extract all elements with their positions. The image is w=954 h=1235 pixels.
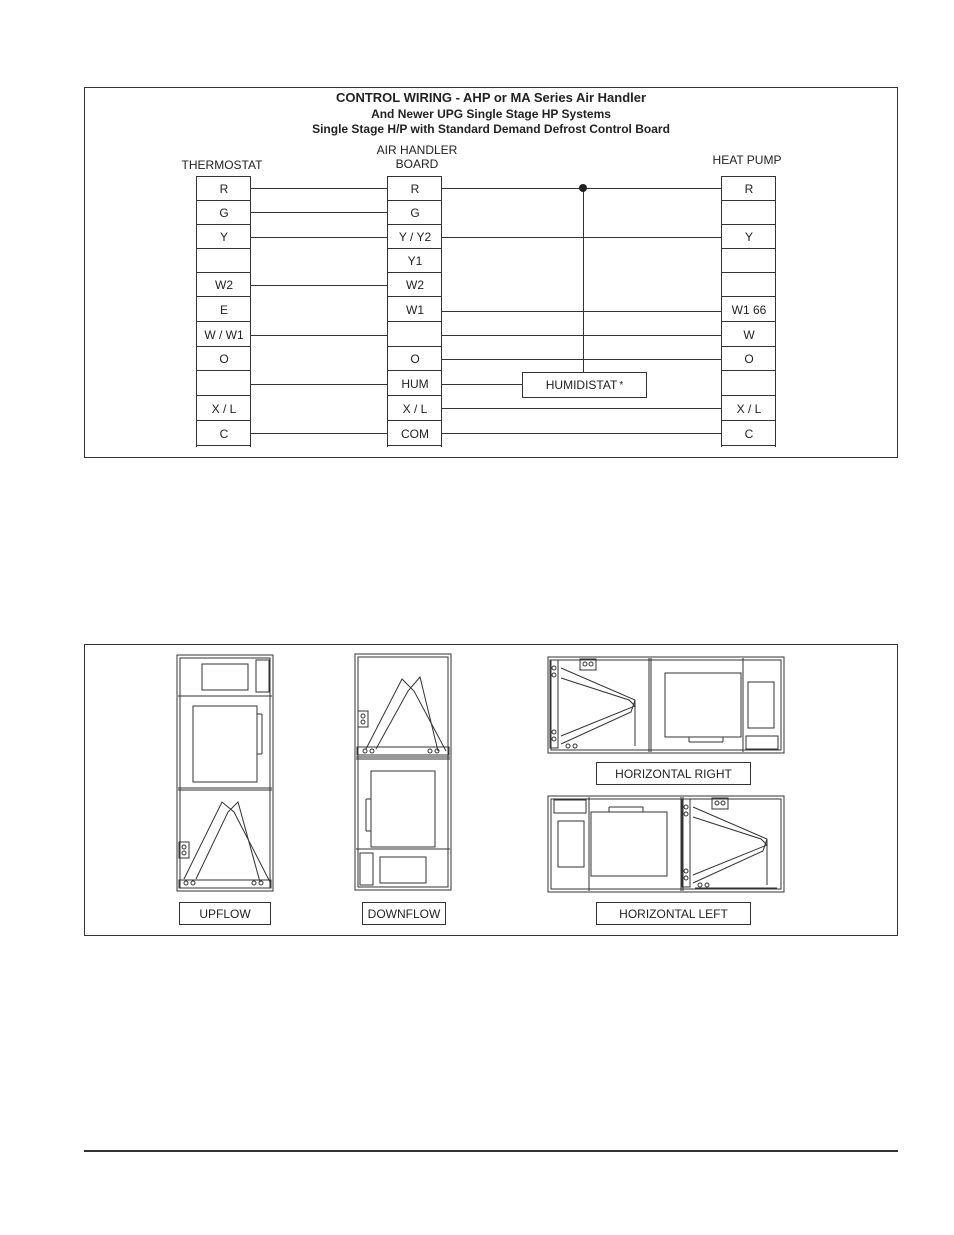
thermostat-terminal (197, 249, 251, 273)
thermostat-terminal: E (197, 298, 251, 322)
heat-pump-header: HEAT PUMP (712, 153, 782, 167)
thermostat-terminal: O (197, 347, 251, 371)
thermostat-terminal: X / L (197, 397, 251, 421)
heatpump-terminal: W1 66 (722, 298, 776, 322)
heat-pump-terminal-strip (721, 176, 776, 447)
board-terminal: R (388, 177, 442, 201)
footer-rule (84, 1150, 898, 1152)
thermostat-terminal: W / W1 (197, 323, 251, 347)
board-terminal: COM (388, 422, 442, 446)
wire-y-thermostat-board (251, 237, 388, 238)
wiring-subtitle-2: Single Stage H/P with Standard Demand Defrost Control Board (312, 122, 670, 136)
thermostat-terminal: G (197, 201, 251, 225)
downflow-unit-drawing (354, 653, 454, 893)
wire-w2-thermostat-board (251, 285, 388, 286)
wire-g-thermostat-board (251, 212, 388, 213)
heatpump-terminal: C (722, 422, 776, 446)
heatpump-terminal: X / L (722, 397, 776, 421)
wiring-subtitle-1: And Newer UPG Single Stage HP Systems (371, 107, 611, 121)
humidistat-label: HUMIDISTAT (545, 378, 618, 392)
thermostat-terminal: Y (197, 225, 251, 249)
thermostat-terminal: C (197, 422, 251, 446)
upflow-unit-drawing (176, 654, 276, 894)
board-terminal: X / L (388, 397, 442, 421)
thermostat-terminal: R (197, 177, 251, 201)
wire-w1-board-heatpump (442, 311, 722, 312)
unit-orientations-panel (84, 644, 898, 936)
wire-com-board-heatpump (442, 433, 722, 434)
heatpump-terminal: O (722, 347, 776, 371)
wiring-title: CONTROL WIRING - AHP or MA Series Air Handler (335, 90, 647, 105)
air-handler-terminal-strip (387, 176, 442, 447)
wire-xl-board-heatpump (442, 408, 722, 409)
board-terminal: HUM (388, 372, 442, 396)
air-handler-header (357, 143, 477, 171)
horizontal-right-unit-drawing (547, 656, 787, 756)
junction-dot (579, 184, 587, 192)
thermostat-terminal-strip (196, 176, 251, 447)
air-handler-header-line-1: AIR HANDLER (376, 143, 458, 157)
heatpump-terminal: Y (722, 225, 776, 249)
control-wiring-diagram (84, 87, 898, 458)
board-terminal: Y1 (388, 249, 442, 273)
wire-y-board-heatpump (442, 237, 722, 238)
board-terminal: O (388, 347, 442, 371)
thermostat-terminal (197, 372, 251, 396)
air-handler-header-line-2: BOARD (395, 157, 439, 171)
humidistat-box (522, 372, 647, 398)
board-terminal: W1 (388, 298, 442, 322)
thermostat-header: THERMOSTAT (181, 158, 263, 172)
heatpump-terminal (722, 249, 776, 273)
horizontal-left-unit-drawing (547, 795, 787, 895)
wire-hum-humidistat (442, 384, 523, 385)
wire-o-board-heatpump (442, 359, 722, 360)
wire-r-humidistat-drop (583, 188, 584, 373)
board-terminal: G (388, 201, 442, 225)
heatpump-terminal (722, 372, 776, 396)
downflow-label: DOWNFLOW (362, 902, 446, 925)
board-terminal: W2 (388, 273, 442, 297)
wire-c-thermostat-board (251, 433, 388, 434)
board-terminal: Y / Y2 (388, 225, 442, 249)
humidistat-asterisk: * (619, 379, 624, 391)
board-terminal (388, 323, 442, 347)
heatpump-terminal (722, 201, 776, 225)
heatpump-terminal: W (722, 323, 776, 347)
heatpump-terminal (722, 273, 776, 297)
thermostat-terminal: W2 (197, 273, 251, 297)
wire-thermostat-hum (251, 384, 388, 385)
horizontal-right-label: HORIZONTAL RIGHT (596, 762, 751, 785)
wire-w-w1-thermostat-heatpump (251, 335, 722, 336)
wire-r-thermostat-board (251, 188, 388, 189)
horizontal-left-label: HORIZONTAL LEFT (596, 902, 751, 925)
upflow-label: UPFLOW (179, 902, 271, 925)
heatpump-terminal: R (722, 177, 776, 201)
